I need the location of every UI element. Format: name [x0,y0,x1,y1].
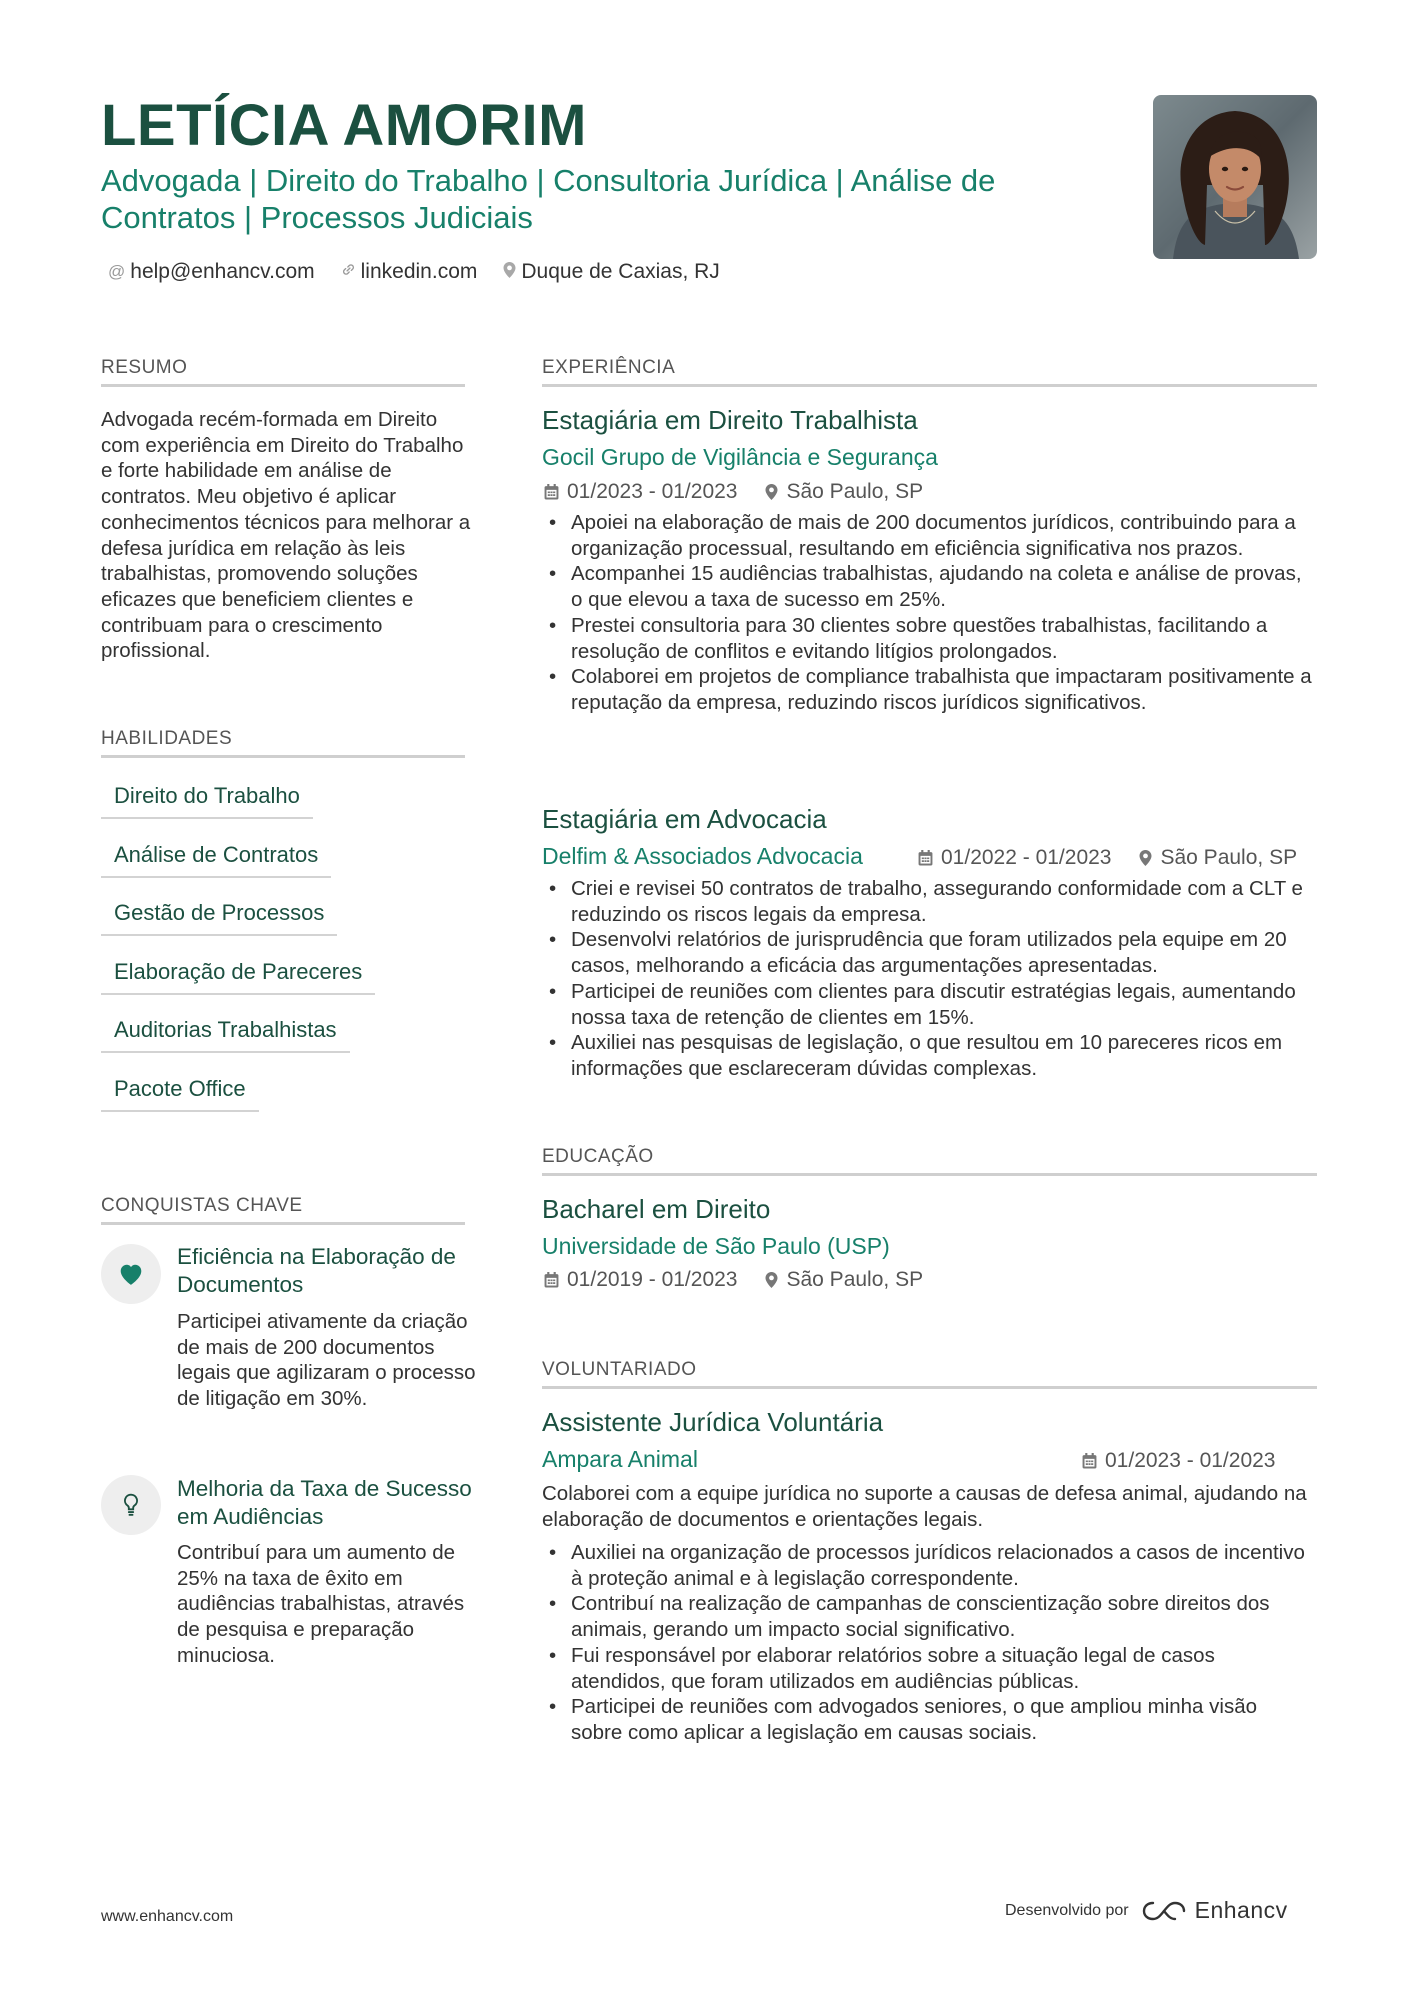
list-item: • Colaborei em projetos de compliance trabalhista que impactaram positivamente a reputação da empresa, reduzindo riscos jurídicos significativos. [542,664,1312,715]
contact-location-text: Duque de Caxias, RJ [521,260,720,283]
candidate-name: LETÍCIA AMORIM [101,93,587,158]
volunteer-description: Colaborei com a equipe jurídica no suporte a causas de defesa animal, ajudando na elaboração de documentos e orientações legais. [542,1482,1307,1531]
summary-text: Advogada recém-formada em Direito com experiência em Direito do Trabalho e forte habilidade em análise de contratos. Meu objetivo é aplicar conhecimentos técnicos para melhorar a defesa jurídica em relação às leis trabalhistas, promovendo soluções eficazes que beneficiem clientes e contribuam para o crescimento profissional. [101,408,471,663]
powered-by-text: Desenvolvido por [1005,1901,1129,1919]
achievement-desc: Participei ativamente da criação de mais de 200 documentos legais que agilizaram o processo de litigação em 30%. [177,1310,476,1411]
heart-icon [101,1244,161,1304]
location-pin-icon [765,1272,778,1288]
list-item: • Prestei consultoria para 30 clientes sobre questões trabalhistas, facilitando a resolução de conflitos e evitando litígios prolongados. [542,613,1312,664]
skill-tag: Pacote Office [101,1076,259,1112]
profile-photo [1153,95,1317,259]
education-meta [544,1268,923,1292]
list-item: • Auxiliei nas pesquisas de legislação, o que resultou em 10 pareceres ricos em informações que esclareceram dúvidas complexas. [542,1030,1312,1081]
company-name: Gocil Grupo de Vigilância e Segurança [542,444,938,470]
lightbulb-icon [101,1475,161,1535]
summary-heading: RESUMO [101,357,465,387]
job-dates: 01/2022 - 01/2023 [941,846,1112,869]
job-meta [544,480,923,504]
calendar-icon [544,484,559,500]
volunteer-heading: VOLUNTARIADO [542,1359,1317,1389]
job-dates: 01/2023 - 01/2023 [567,480,738,503]
contact-location [503,260,719,284]
volunteer-org: Ampara Animal [542,1446,698,1472]
list-item: • Auxiliei na organização de processos jurídicos relacionados a casos de incentivo à proteção animal e à legislação correspondente. [542,1540,1312,1591]
contact-linkedin-text: linkedin.com [360,260,478,283]
volunteer-dates: 01/2023 - 01/2023 [1105,1449,1276,1472]
education-dates: 01/2019 - 01/2023 [567,1268,738,1291]
list-item: • Fui responsável por elaborar relatórios sobre a situação legal de casos atendidos, que foram utilizados em audiências públicas. [542,1643,1312,1694]
degree-title: Bacharel em Direito [542,1194,771,1224]
job-location [1139,846,1297,870]
footer-website-link[interactable]: www.enhancv.com [101,1908,234,1925]
contact-bar [108,260,746,284]
contact-email-text: help@enhancv.com [130,260,315,283]
contact-email[interactable] [108,260,315,284]
job-bullets [542,876,1312,1082]
list-item: • Criei e revisei 50 contratos de trabalho, assegurando conformidade com a CLT e reduzindo os riscos legais da empresa. [542,876,1312,927]
achievements-heading: CONQUISTAS CHAVE [101,1195,465,1225]
list-item: • Participei de reuniões com clientes para discutir estratégias legais, aumentando nossa taxa de retenção de clientes em 15%. [542,979,1312,1030]
school-name: Universidade de São Paulo (USP) [542,1233,890,1259]
job-bullets [542,510,1312,716]
location-pin-icon [765,484,778,500]
contact-linkedin[interactable] [341,260,478,284]
brand-name: Enhancv [1194,1897,1288,1923]
location-pin-icon [1139,850,1152,866]
at-icon: @ [108,262,126,281]
list-item: • Desenvolvi relatórios de jurisprudência que foram utilizados pela equipe em 20 casos, melhorando a eficácia das argumentações apresentadas. [542,927,1312,978]
calendar-icon [544,1272,559,1288]
location-pin-icon [503,262,516,283]
list-item: • Acompanhei 15 audiências trabalhistas, ajudando na coleta e análise de provas, o que elevou a taxa de sucesso em 25%. [542,561,1312,612]
volunteer-role: Assistente Jurídica Voluntária [542,1407,884,1437]
calendar-icon [1082,1453,1097,1469]
skill-tag: Auditorias Trabalhistas [101,1017,350,1053]
footer-branding[interactable] [1005,1897,1288,1924]
skill-tag: Análise de Contratos [101,842,331,878]
education-location [765,1268,923,1292]
achievement-title: Melhoria da Taxa de Sucesso em Audiências [177,1476,472,1529]
skill-tag: Direito do Trabalho [101,783,313,819]
calendar-icon [918,850,933,866]
achievement-desc: Contribuí para um aumento de 25% na taxa de êxito em audiências trabalhistas, através de pesquisa e preparação minuciosa. [177,1541,465,1667]
headline: Advogada | Direito do Trabalho | Consultoria Jurídica | Análise de Contratos | Processos Judiciais [101,163,996,235]
job-meta [918,846,1297,870]
job-location [765,480,923,504]
skill-tag: Gestão de Processos [101,900,337,936]
list-item: • Participei de reuniões com advogados seniores, o que ampliou minha visão sobre como aplicar a legislação em causas sociais. [542,1694,1312,1745]
job-title: Estagiária em Direito Trabalhista [542,405,918,435]
list-item: • Contribuí na realização de campanhas de conscientização sobre direitos dos animais, gerando um impacto social significativo. [542,1591,1312,1642]
volunteer-bullets [542,1540,1312,1746]
experience-heading: EXPERIÊNCIA [542,357,1317,387]
education-heading: EDUCAÇÃO [542,1146,1317,1176]
achievement-title: Eficiência na Elaboração de Documentos [177,1244,456,1297]
list-item: • Apoiei na elaboração de mais de 200 documentos jurídicos, contribuindo para a organização processual, resultando em eficiência significativa nos prazos. [542,510,1312,561]
enhancv-logo-icon [1141,1900,1187,1922]
job-location-text: São Paulo, SP [1160,846,1298,869]
job-title: Estagiária em Advocacia [542,804,827,834]
company-name: Delfim & Associados Advocacia [542,843,863,869]
education-location-text: São Paulo, SP [786,1268,924,1291]
link-icon [341,262,356,282]
job-location-text: São Paulo, SP [786,480,924,503]
skills-heading: HABILIDADES [101,728,465,758]
volunteer-meta [1082,1449,1275,1473]
skill-tag: Elaboração de Pareceres [101,959,375,995]
